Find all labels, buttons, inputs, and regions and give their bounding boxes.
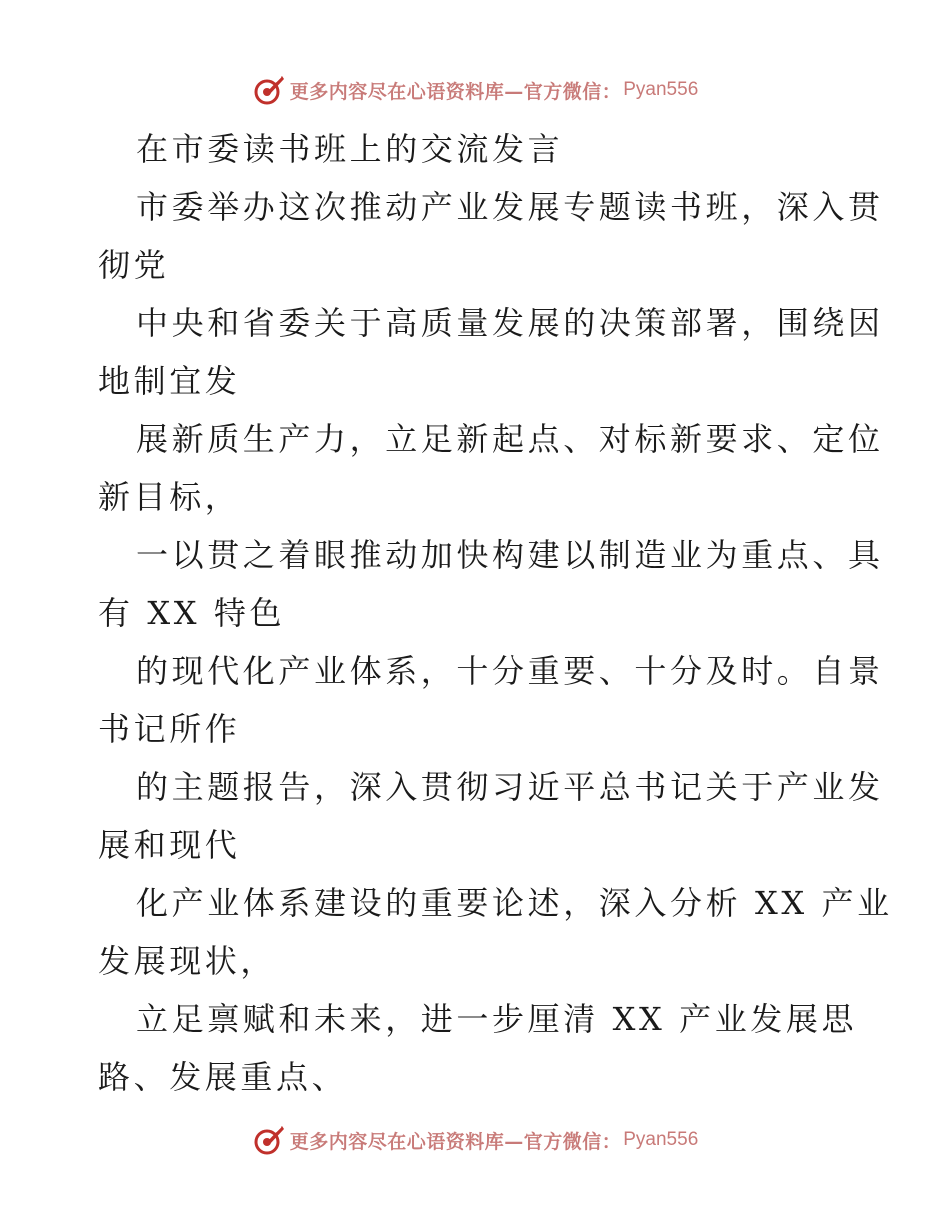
- document-body: [98, 120, 893, 1106]
- banner-text: 更多内容尽在心语资料库—官方微信：: [289, 80, 622, 103]
- body-line: 中央和省委关于高质量发展的决策部署，围绕因: [136, 304, 884, 342]
- body-line: 书记所作: [98, 710, 241, 748]
- body-line: 彻党: [98, 246, 170, 284]
- body-line: 市委举办这次推动产业发展专题读书班，深入贯: [136, 188, 884, 226]
- body-line: 的主题报告，深入贯彻习近平总书记关于产业发: [136, 768, 884, 806]
- body-line: 的现代化产业体系，十分重要、十分及时。自景: [136, 652, 884, 690]
- banner-wechat-id: Pyan556: [623, 79, 699, 100]
- quill-logo-icon: [252, 1123, 286, 1157]
- body-line: 化产业体系建设的重要论述，深入分析 XX 产业: [136, 884, 893, 922]
- body-line: 路、发展重点、: [98, 1058, 348, 1096]
- body-line: 地制宜发: [98, 362, 241, 400]
- body-line: 一以贯之着眼推动加快构建以制造业为重点、具: [136, 536, 884, 574]
- header-watermark-banner: [0, 70, 950, 110]
- banner-text: 更多内容尽在心语资料库—官方微信：: [289, 1130, 622, 1153]
- banner-wechat-id: Pyan556: [623, 1129, 699, 1150]
- body-line: 展新质生产力，立足新起点、对标新要求、定位: [136, 420, 884, 458]
- body-line: 展和现代: [98, 826, 241, 864]
- document-title: 在市委读书班上的交流发言: [136, 130, 564, 168]
- quill-logo-icon: [252, 73, 286, 107]
- body-line: 有 XX 特色: [98, 594, 286, 632]
- footer-watermark-banner: [0, 1120, 950, 1160]
- body-line: 发展现状，: [98, 942, 277, 980]
- body-line: 新目标，: [98, 478, 241, 516]
- body-line: 立足禀赋和未来，进一步厘清 XX 产业发展思: [136, 1000, 858, 1038]
